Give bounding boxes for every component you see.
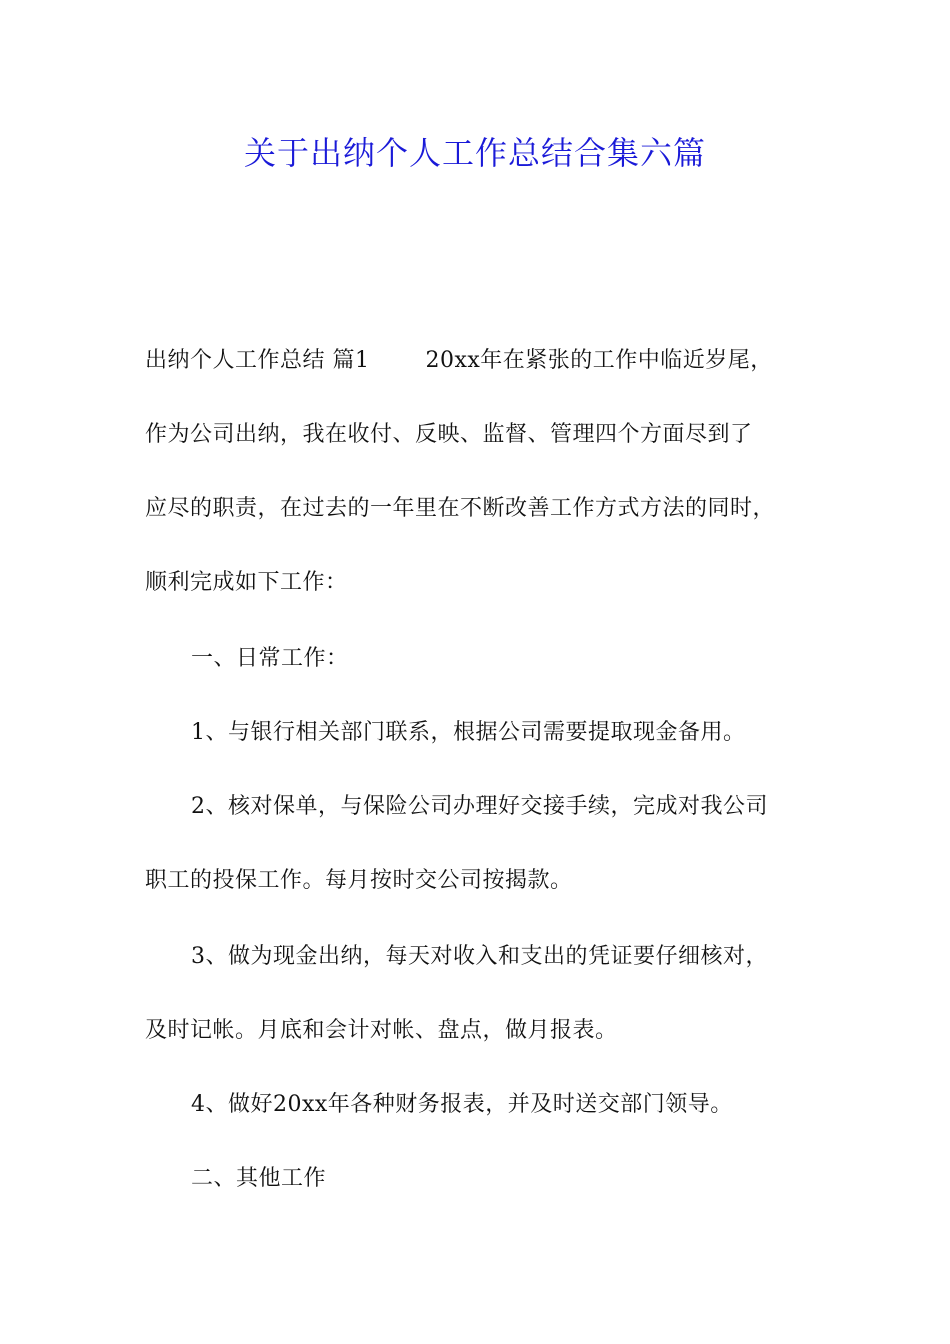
- list-item-3: 3、做为现金出纳，每天对收入和支出的凭证要仔细核对，: [191, 944, 768, 969]
- paragraph-line-2: 作为公司出纳，我在收付、反映、监督、管理四个方面尽到了: [145, 422, 753, 447]
- heading-other-work: 二、其他工作: [191, 1166, 327, 1191]
- paragraph-line-3: 应尽的职责，在过去的一年里在不断改善工作方式方法的同时，: [145, 496, 776, 521]
- section-heading: 出纳个人工作总结 篇1: [145, 348, 370, 373]
- heading-daily-work: 一、日常工作：: [191, 646, 349, 671]
- list-item-3-continued: 及时记帐。月底和会计对帐、盘点，做月报表。: [145, 1018, 618, 1043]
- list-item-1: 1、与银行相关部门联系，根据公司需要提取现金备用。: [191, 720, 746, 745]
- paragraph-line-4: 顺利完成如下工作：: [145, 570, 348, 595]
- paragraph-line-1: [145, 344, 845, 378]
- document-title: 关于出纳个人工作总结合集六篇: [243, 134, 706, 172]
- list-item-4: 4、做好20xx年各种财务报表，并及时送交部门领导。: [191, 1092, 733, 1117]
- list-item-2: 2、核对保单，与保险公司办理好交接手续，完成对我公司: [191, 794, 768, 819]
- intro-text: 20xx年在紧张的工作中临近岁尾，: [425, 348, 773, 373]
- list-item-2-continued: 职工的投保工作。每月按时交公司按揭款。: [145, 868, 573, 893]
